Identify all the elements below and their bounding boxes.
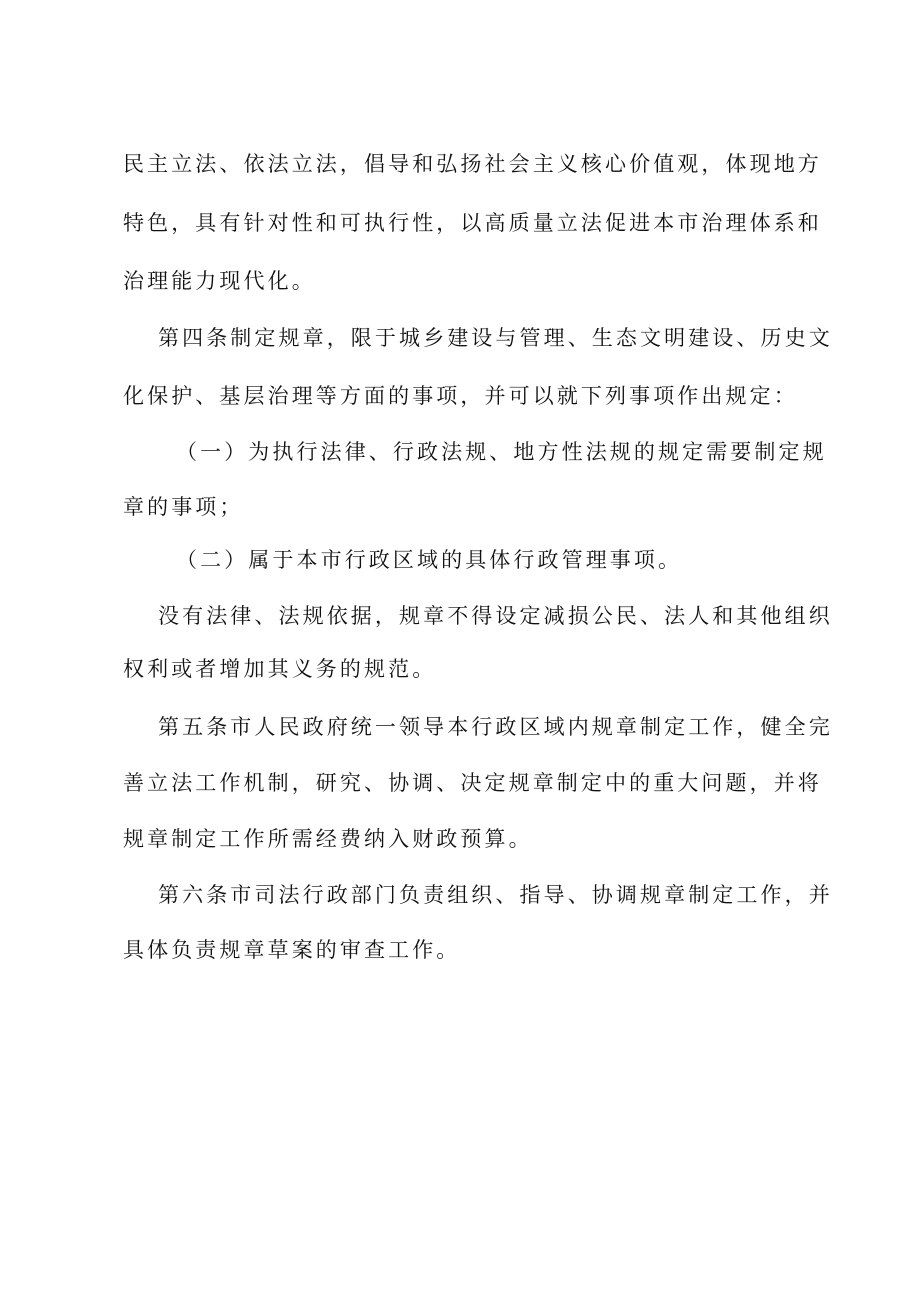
article-4-line: 第四条制定规章，限于城乡建设与管理、生态文明建设、历史文 xyxy=(158,326,833,350)
text-line: 章的事项； xyxy=(123,495,244,519)
text-line: 民主立法、依法立法，倡导和弘扬社会主义核心价值观，体现地方 xyxy=(123,152,822,176)
text-line: 具体负责规章草案的审查工作。 xyxy=(123,938,461,962)
text-line: 特色，具有针对性和可执行性，以高质量立法促进本市治理体系和 xyxy=(123,211,822,235)
text-line: 治理能力现代化。 xyxy=(123,269,316,293)
text-line: 规章制定工作所需经费纳入财政预算。 xyxy=(123,827,533,851)
paragraph-line: 没有法律、法规依据，规章不得设定减损公民、法人和其他组织 xyxy=(158,604,833,628)
text-line: 善立法工作机制，研究、协调、决定规章制定中的重大问题，并将 xyxy=(123,771,822,795)
list-item-2-line: （二）属于本市行政区域的具体行政管理事项。 xyxy=(176,548,683,572)
article-5-line: 第五条市人民政府统一领导本行政区域内规章制定工作，健全完 xyxy=(158,715,833,739)
text-line: 权利或者增加其义务的规范。 xyxy=(123,657,437,681)
list-item-1-line: （一）为执行法律、行政法规、地方性法规的规定需要制定规 xyxy=(176,440,827,464)
text-line: 化保护、基层治理等方面的事项，并可以就下列事项作出规定： xyxy=(123,384,798,408)
article-6-line: 第六条市司法行政部门负责组织、指导、协调规章制定工作，并 xyxy=(158,883,833,907)
